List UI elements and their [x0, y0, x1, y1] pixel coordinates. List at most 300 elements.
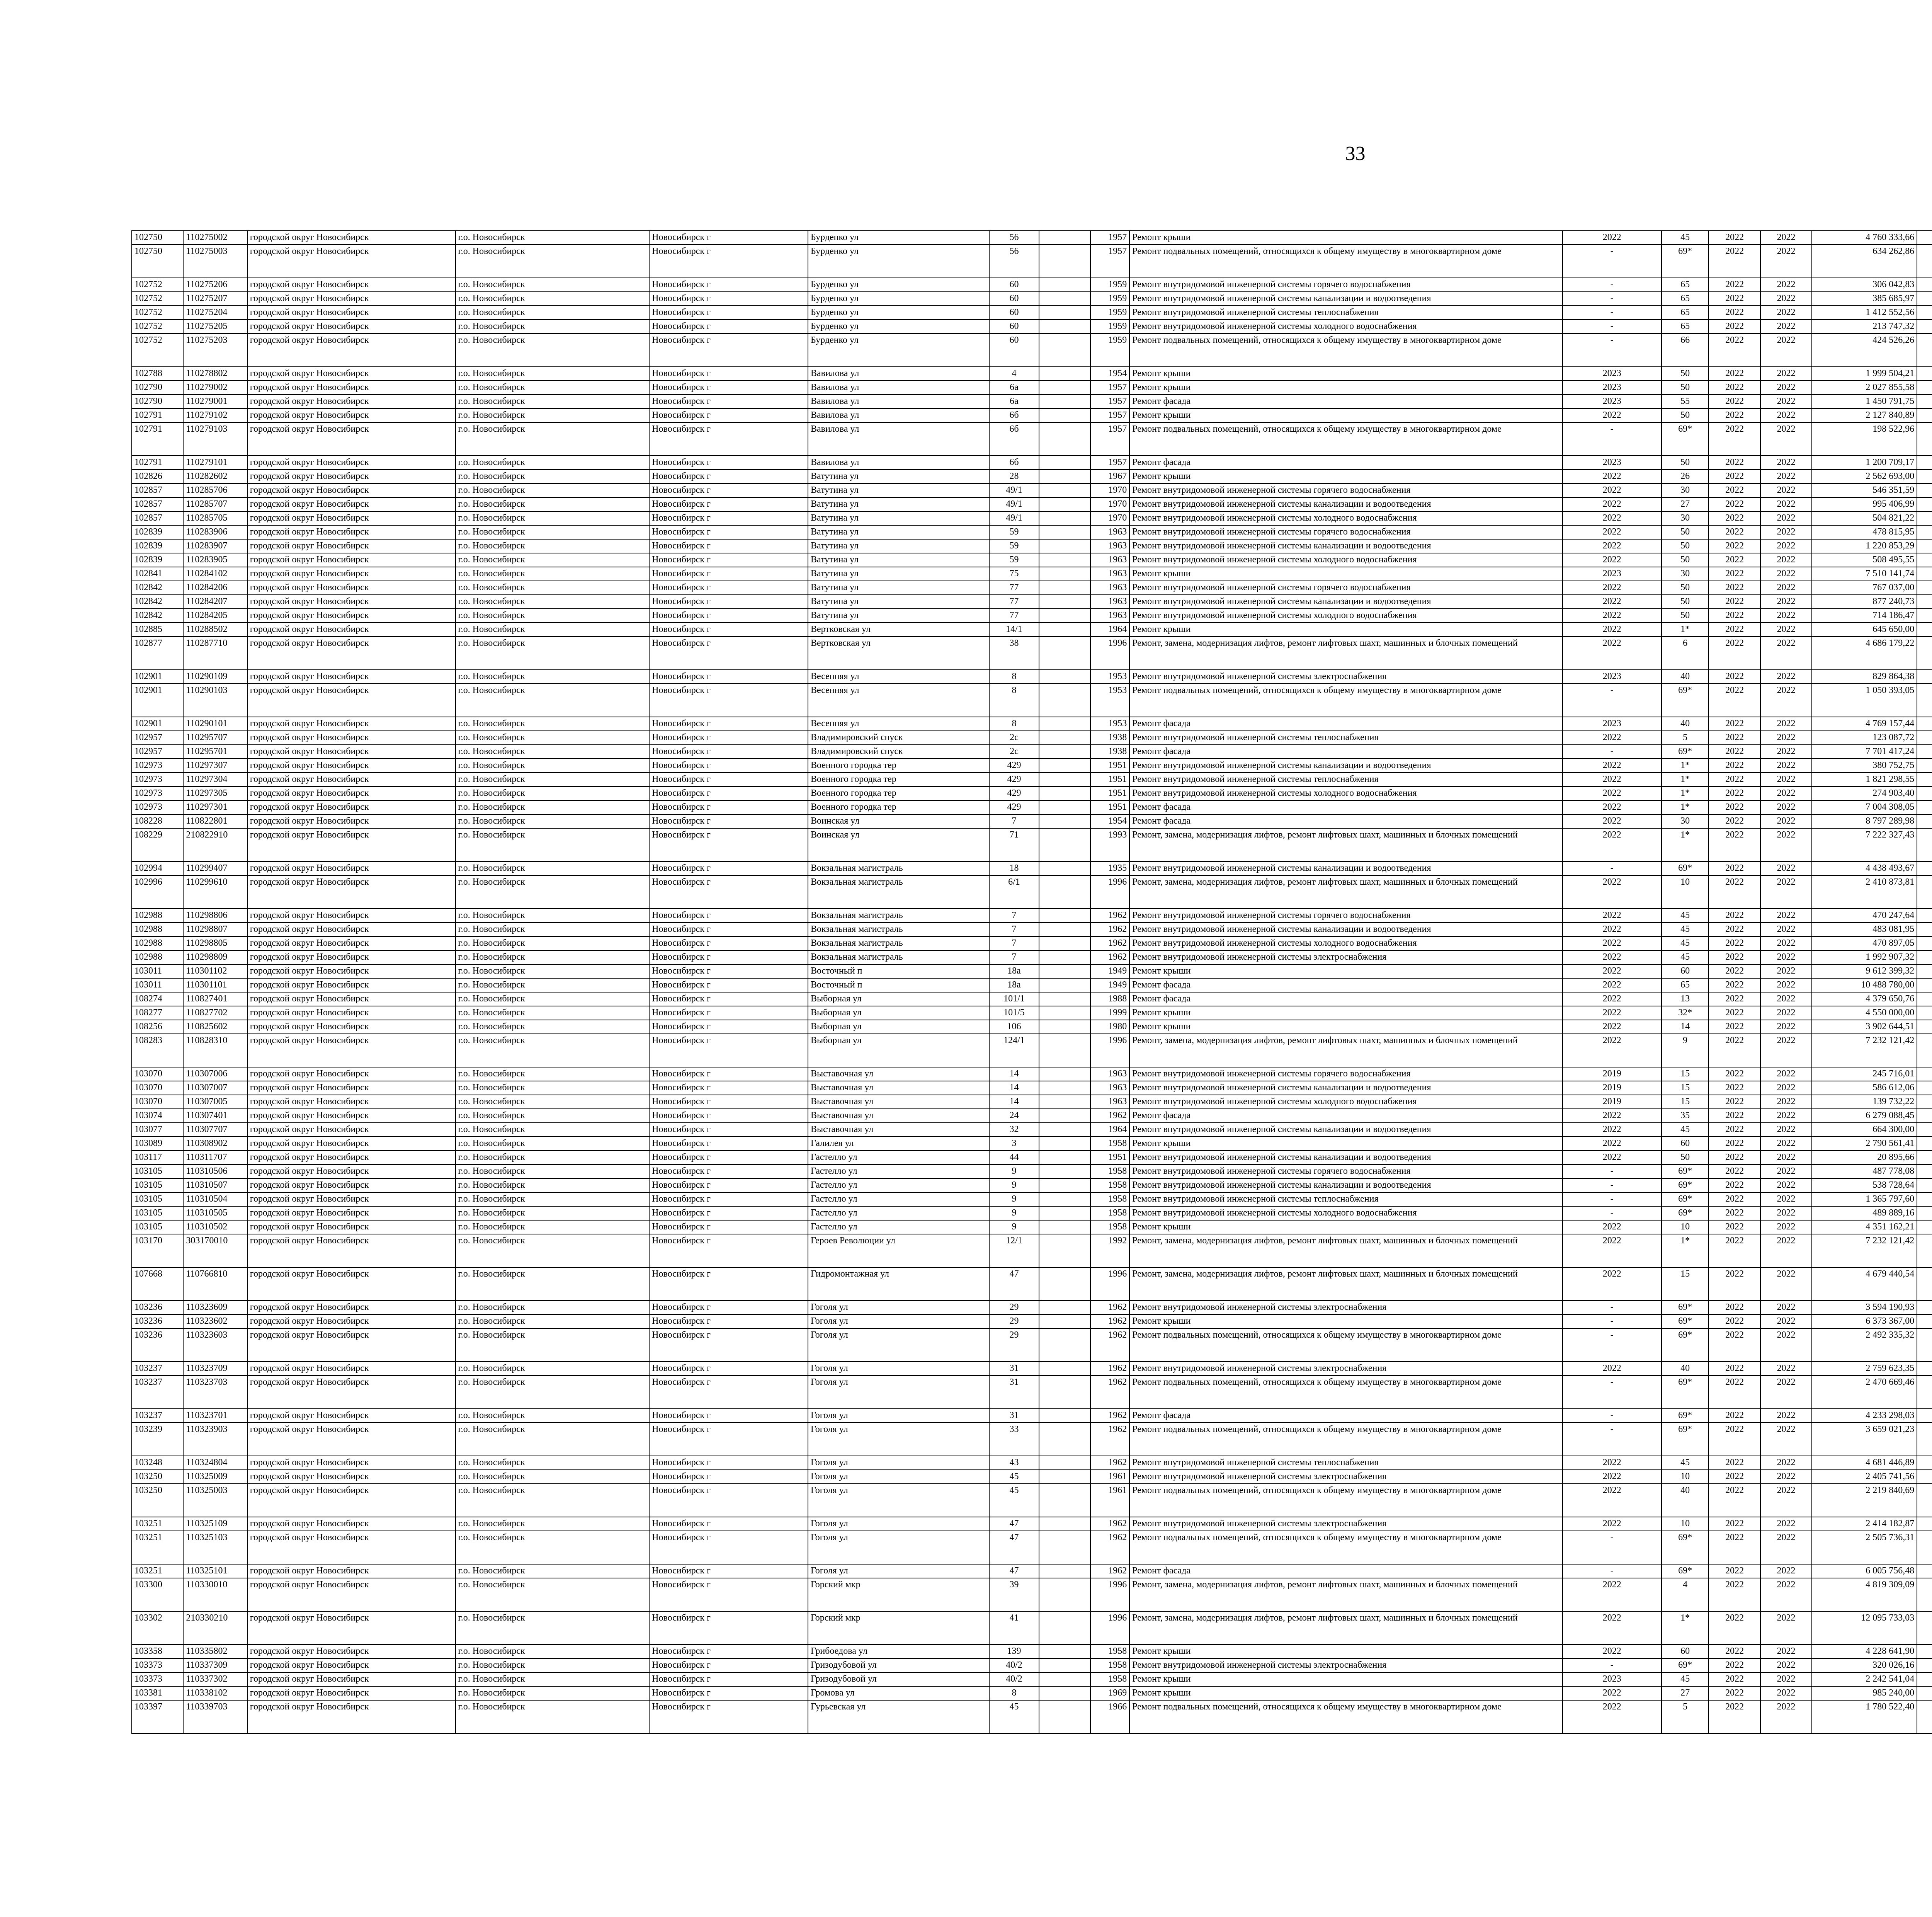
plan-end-cell: 2022 — [1760, 525, 1812, 539]
total-cost-cell: 4 679 440,54 — [1812, 1267, 1917, 1301]
plan-start-cell: 2022 — [1709, 978, 1760, 992]
table-row — [132, 1611, 1932, 1645]
fund-cost-cell — [1917, 553, 1932, 567]
municipality-cell: городской округ Новосибирск — [247, 623, 456, 637]
work-type-cell: Ремонт внутридомовой инженерной системы горячего водоснабжения — [1129, 1067, 1562, 1081]
locality-cell: Новосибирск г — [649, 470, 808, 484]
plan-end-cell: 2022 — [1760, 422, 1812, 456]
building-cell — [1039, 1206, 1090, 1220]
work-id-cell: 110283907 — [183, 539, 247, 553]
settlement-cell: г.о. Новосибирск — [456, 1409, 650, 1423]
locality-cell: Новосибирск г — [649, 306, 808, 320]
house-number-cell: 60 — [989, 334, 1039, 367]
wear-percent-cell: 15 — [1662, 1095, 1709, 1109]
street-cell: Гастелло ул — [808, 1165, 990, 1178]
house-number-cell: 71 — [989, 828, 1039, 861]
work-id-cell: 110285707 — [183, 497, 247, 511]
locality-cell: Новосибирск г — [649, 1376, 808, 1409]
building-cell — [1039, 595, 1090, 609]
house-number-cell: 2с — [989, 731, 1039, 745]
work-id-cell: 110323609 — [183, 1301, 247, 1314]
plan-start-cell: 2022 — [1709, 525, 1760, 539]
work-type-cell: Ремонт крыши — [1129, 1686, 1562, 1700]
total-cost-cell: 10 488 780,00 — [1812, 978, 1917, 992]
street-cell: Выставочная ул — [808, 1123, 990, 1137]
work-id-cell: 110279102 — [183, 409, 247, 422]
wear-percent-cell: 1* — [1662, 828, 1709, 861]
locality-cell: Новосибирск г — [649, 1564, 808, 1578]
last-repair-year-cell: 2023 — [1563, 456, 1662, 470]
plan-end-cell: 2022 — [1760, 1020, 1812, 1034]
plan-end-cell: 2022 — [1760, 1165, 1812, 1178]
last-repair-year-cell: 2022 — [1563, 814, 1662, 828]
plan-start-cell: 2022 — [1709, 1151, 1760, 1165]
house-number-cell: 101/1 — [989, 992, 1039, 1006]
municipality-cell: городской округ Новосибирск — [247, 814, 456, 828]
table-row — [132, 1081, 1932, 1095]
table-row — [132, 1531, 1932, 1564]
municipality-cell: городской округ Новосибирск — [247, 1137, 456, 1151]
building-cell — [1039, 1178, 1090, 1192]
house-number-cell: 40/2 — [989, 1672, 1039, 1686]
building-cell — [1039, 334, 1090, 367]
house-id-cell: 103239 — [132, 1423, 183, 1456]
settlement-cell: г.о. Новосибирск — [456, 1362, 650, 1376]
municipality-cell: городской округ Новосибирск — [247, 539, 456, 553]
build-year-cell: 1964 — [1090, 1123, 1129, 1137]
last-repair-year-cell: 2023 — [1563, 395, 1662, 409]
wear-percent-cell: 69* — [1662, 1328, 1709, 1362]
building-cell — [1039, 306, 1090, 320]
house-number-cell: 49/1 — [989, 484, 1039, 497]
street-cell: Гоголя ул — [808, 1328, 990, 1362]
build-year-cell: 1962 — [1090, 1328, 1129, 1362]
fund-cost-cell — [1917, 861, 1932, 875]
fund-cost-cell — [1917, 595, 1932, 609]
work-id-cell: 110337309 — [183, 1658, 247, 1672]
building-cell — [1039, 623, 1090, 637]
locality-cell: Новосибирск г — [649, 292, 808, 306]
house-id-cell: 103250 — [132, 1470, 183, 1484]
building-cell — [1039, 1578, 1090, 1611]
wear-percent-cell: 4 — [1662, 1578, 1709, 1611]
plan-end-cell: 2022 — [1760, 923, 1812, 936]
house-id-cell: 108256 — [132, 1020, 183, 1034]
locality-cell: Новосибирск г — [649, 245, 808, 278]
wear-percent-cell: 50 — [1662, 381, 1709, 395]
build-year-cell: 1966 — [1090, 1700, 1129, 1733]
house-number-cell: 43 — [989, 1456, 1039, 1470]
settlement-cell: г.о. Новосибирск — [456, 1686, 650, 1700]
work-id-cell: 110284205 — [183, 609, 247, 623]
table-row — [132, 731, 1932, 745]
build-year-cell: 1996 — [1090, 1578, 1129, 1611]
house-number-cell: 429 — [989, 773, 1039, 787]
street-cell: Военного городка тер — [808, 759, 990, 773]
building-cell — [1039, 1470, 1090, 1484]
plan-end-cell: 2022 — [1760, 1645, 1812, 1658]
work-type-cell: Ремонт внутридомовой инженерной системы электроснабжения — [1129, 1301, 1562, 1314]
building-cell — [1039, 292, 1090, 306]
locality-cell: Новосибирск г — [649, 1672, 808, 1686]
fund-cost-cell — [1917, 1178, 1932, 1192]
total-cost-cell: 4 550 000,00 — [1812, 1006, 1917, 1020]
house-id-cell: 102790 — [132, 395, 183, 409]
last-repair-year-cell: - — [1563, 1531, 1662, 1564]
locality-cell: Новосибирск г — [649, 567, 808, 581]
settlement-cell: г.о. Новосибирск — [456, 1109, 650, 1123]
street-cell: Вавилова ул — [808, 409, 990, 422]
building-cell — [1039, 1484, 1090, 1517]
building-cell — [1039, 1109, 1090, 1123]
house-id-cell: 102752 — [132, 320, 183, 334]
municipality-cell: городской округ Новосибирск — [247, 1109, 456, 1123]
locality-cell: Новосибирск г — [649, 1081, 808, 1095]
house-number-cell: 24 — [989, 1109, 1039, 1123]
settlement-cell: г.о. Новосибирск — [456, 1192, 650, 1206]
table-row — [132, 1484, 1932, 1517]
street-cell: Героев Революции ул — [808, 1234, 990, 1267]
fund-cost-cell — [1917, 395, 1932, 409]
house-id-cell: 103105 — [132, 1206, 183, 1220]
plan-start-cell: 2022 — [1709, 950, 1760, 964]
total-cost-cell: 4 769 157,44 — [1812, 717, 1917, 731]
work-id-cell: 110310507 — [183, 1178, 247, 1192]
building-cell — [1039, 1192, 1090, 1206]
street-cell: Гризодубовой ул — [808, 1672, 990, 1686]
plan-end-cell: 2022 — [1760, 367, 1812, 381]
plan-end-cell: 2022 — [1760, 800, 1812, 814]
locality-cell: Новосибирск г — [649, 1220, 808, 1234]
build-year-cell: 1962 — [1090, 950, 1129, 964]
fund-cost-cell — [1917, 320, 1932, 334]
work-id-cell: 110307007 — [183, 1081, 247, 1095]
plan-end-cell: 2022 — [1760, 717, 1812, 731]
total-cost-cell: 213 747,32 — [1812, 320, 1917, 334]
plan-start-cell: 2022 — [1709, 1137, 1760, 1151]
work-type-cell: Ремонт крыши — [1129, 367, 1562, 381]
work-type-cell: Ремонт подвальных помещений, относящихся к общему имуществу в многоквартирном доме — [1129, 334, 1562, 367]
house-id-cell: 102826 — [132, 470, 183, 484]
plan-end-cell: 2022 — [1760, 1376, 1812, 1409]
fund-cost-cell — [1917, 525, 1932, 539]
house-id-cell: 102857 — [132, 511, 183, 525]
table-row — [132, 1192, 1932, 1206]
building-cell — [1039, 1423, 1090, 1456]
work-id-cell: 110275204 — [183, 306, 247, 320]
work-id-cell: 110275003 — [183, 245, 247, 278]
plan-start-cell: 2022 — [1709, 875, 1760, 909]
building-cell — [1039, 609, 1090, 623]
fund-cost-cell — [1917, 787, 1932, 800]
table-row — [132, 306, 1932, 320]
work-type-cell: Ремонт внутридомовой инженерной системы теплоснабжения — [1129, 306, 1562, 320]
work-id-cell: 110284206 — [183, 581, 247, 595]
table-row — [132, 1686, 1932, 1700]
locality-cell: Новосибирск г — [649, 320, 808, 334]
fund-cost-cell — [1917, 745, 1932, 759]
settlement-cell: г.о. Новосибирск — [456, 1658, 650, 1672]
house-id-cell: 103077 — [132, 1123, 183, 1137]
plan-start-cell: 2022 — [1709, 231, 1760, 245]
work-id-cell: 110330010 — [183, 1578, 247, 1611]
house-id-cell: 102752 — [132, 278, 183, 292]
settlement-cell: г.о. Новосибирск — [456, 1301, 650, 1314]
build-year-cell: 1992 — [1090, 1234, 1129, 1267]
street-cell: Бурденко ул — [808, 292, 990, 306]
plan-start-cell: 2022 — [1709, 278, 1760, 292]
wear-percent-cell: 65 — [1662, 978, 1709, 992]
work-id-cell: 110279103 — [183, 422, 247, 456]
plan-start-cell: 2022 — [1709, 1645, 1760, 1658]
building-cell — [1039, 1700, 1090, 1733]
work-type-cell: Ремонт крыши — [1129, 1645, 1562, 1658]
table-row — [132, 637, 1932, 670]
plan-start-cell: 2022 — [1709, 395, 1760, 409]
work-id-cell: 110275002 — [183, 231, 247, 245]
municipality-cell: городской округ Новосибирск — [247, 320, 456, 334]
street-cell: Вокзальная магистраль — [808, 950, 990, 964]
settlement-cell: г.о. Новосибирск — [456, 1328, 650, 1362]
building-cell — [1039, 800, 1090, 814]
wear-percent-cell: 50 — [1662, 1151, 1709, 1165]
work-type-cell: Ремонт, замена, модернизация лифтов, ремонт лифтовых шахт, машинных и блочных помещений — [1129, 1578, 1562, 1611]
plan-end-cell: 2022 — [1760, 320, 1812, 334]
house-number-cell: 9 — [989, 1178, 1039, 1192]
settlement-cell: г.о. Новосибирск — [456, 1314, 650, 1328]
street-cell: Горский мкр — [808, 1611, 990, 1645]
wear-percent-cell: 60 — [1662, 964, 1709, 978]
locality-cell: Новосибирск г — [649, 395, 808, 409]
last-repair-year-cell: 2022 — [1563, 936, 1662, 950]
fund-cost-cell — [1917, 1192, 1932, 1206]
house-number-cell: 14 — [989, 1081, 1039, 1095]
work-type-cell: Ремонт внутридомовой инженерной системы канализации и водоотведения — [1129, 861, 1562, 875]
building-cell — [1039, 923, 1090, 936]
total-cost-cell: 538 728,64 — [1812, 1178, 1917, 1192]
total-cost-cell: 7 510 141,74 — [1812, 567, 1917, 581]
total-cost-cell: 546 351,59 — [1812, 484, 1917, 497]
fund-cost-cell — [1917, 909, 1932, 923]
table-row — [132, 511, 1932, 525]
last-repair-year-cell: - — [1563, 1301, 1662, 1314]
table-row — [132, 1301, 1932, 1314]
build-year-cell: 1967 — [1090, 470, 1129, 484]
build-year-cell: 1951 — [1090, 759, 1129, 773]
street-cell: Ватутина ул — [808, 484, 990, 497]
table-row — [132, 717, 1932, 731]
plan-start-cell: 2022 — [1709, 684, 1760, 717]
municipality-cell: городской округ Новосибирск — [247, 1376, 456, 1409]
house-number-cell: 18а — [989, 978, 1039, 992]
settlement-cell: г.о. Новосибирск — [456, 292, 650, 306]
build-year-cell: 1962 — [1090, 1517, 1129, 1531]
work-type-cell: Ремонт фасада — [1129, 456, 1562, 470]
house-id-cell: 108228 — [132, 814, 183, 828]
last-repair-year-cell: - — [1563, 861, 1662, 875]
locality-cell: Новосибирск г — [649, 1206, 808, 1220]
house-number-cell: 49/1 — [989, 497, 1039, 511]
fund-cost-cell — [1917, 1206, 1932, 1220]
street-cell: Вавилова ул — [808, 395, 990, 409]
plan-start-cell: 2022 — [1709, 1206, 1760, 1220]
total-cost-cell: 139 732,22 — [1812, 1095, 1917, 1109]
building-cell — [1039, 1611, 1090, 1645]
settlement-cell: г.о. Новосибирск — [456, 964, 650, 978]
building-cell — [1039, 684, 1090, 717]
work-id-cell: 110299407 — [183, 861, 247, 875]
last-repair-year-cell: 2022 — [1563, 1137, 1662, 1151]
locality-cell: Новосибирск г — [649, 1137, 808, 1151]
house-number-cell: 8 — [989, 670, 1039, 684]
fund-cost-cell — [1917, 484, 1932, 497]
municipality-cell: городской округ Новосибирск — [247, 773, 456, 787]
work-id-cell: 110335802 — [183, 1645, 247, 1658]
building-cell — [1039, 717, 1090, 731]
last-repair-year-cell: 2023 — [1563, 670, 1662, 684]
work-id-cell: 110827702 — [183, 1006, 247, 1020]
page-number: 33 — [1345, 143, 1366, 165]
last-repair-year-cell: 2022 — [1563, 623, 1662, 637]
fund-cost-cell — [1917, 684, 1932, 717]
table-row — [132, 950, 1932, 964]
settlement-cell: г.о. Новосибирск — [456, 978, 650, 992]
table-row — [132, 1517, 1932, 1531]
wear-percent-cell: 30 — [1662, 484, 1709, 497]
wear-percent-cell: 65 — [1662, 306, 1709, 320]
work-id-cell: 110323903 — [183, 1423, 247, 1456]
plan-start-cell: 2022 — [1709, 567, 1760, 581]
last-repair-year-cell: 2022 — [1563, 964, 1662, 978]
work-id-cell: 110308902 — [183, 1137, 247, 1151]
table-row — [132, 1423, 1932, 1456]
plan-end-cell: 2022 — [1760, 1081, 1812, 1095]
locality-cell: Новосибирск г — [649, 1409, 808, 1423]
street-cell: Гурьевская ул — [808, 1700, 990, 1733]
table-row — [132, 861, 1932, 875]
municipality-cell: городской округ Новосибирск — [247, 456, 456, 470]
plan-start-cell: 2022 — [1709, 1314, 1760, 1328]
fund-cost-cell — [1917, 1151, 1932, 1165]
last-repair-year-cell: - — [1563, 1423, 1662, 1456]
municipality-cell: городской округ Новосибирск — [247, 1700, 456, 1733]
street-cell: Выставочная ул — [808, 1095, 990, 1109]
wear-percent-cell: 45 — [1662, 936, 1709, 950]
street-cell: Гоголя ул — [808, 1517, 990, 1531]
wear-percent-cell: 69* — [1662, 1178, 1709, 1192]
municipality-cell: городской округ Новосибирск — [247, 1234, 456, 1267]
municipality-cell: городской округ Новосибирск — [247, 581, 456, 595]
settlement-cell: г.о. Новосибирск — [456, 278, 650, 292]
wear-percent-cell: 69* — [1662, 745, 1709, 759]
house-number-cell: 8 — [989, 717, 1039, 731]
work-type-cell: Ремонт внутридомовой инженерной системы горячего водоснабжения — [1129, 909, 1562, 923]
last-repair-year-cell: 2022 — [1563, 497, 1662, 511]
building-cell — [1039, 395, 1090, 409]
house-number-cell: 7 — [989, 936, 1039, 950]
municipality-cell: городской округ Новосибирск — [247, 684, 456, 717]
street-cell: Гоголя ул — [808, 1423, 990, 1456]
building-cell — [1039, 1006, 1090, 1020]
plan-start-cell: 2022 — [1709, 334, 1760, 367]
street-cell: Бурденко ул — [808, 231, 990, 245]
work-type-cell: Ремонт крыши — [1129, 1020, 1562, 1034]
locality-cell: Новосибирск г — [649, 923, 808, 936]
locality-cell: Новосибирск г — [649, 731, 808, 745]
work-id-cell: 110338102 — [183, 1686, 247, 1700]
fund-cost-cell — [1917, 978, 1932, 992]
street-cell: Ватутина ул — [808, 470, 990, 484]
plan-start-cell: 2022 — [1709, 787, 1760, 800]
work-id-cell: 110325009 — [183, 1470, 247, 1484]
fund-cost-cell — [1917, 828, 1932, 861]
plan-start-cell: 2022 — [1709, 828, 1760, 861]
last-repair-year-cell: 2022 — [1563, 1267, 1662, 1301]
fund-cost-cell — [1917, 245, 1932, 278]
building-cell — [1039, 409, 1090, 422]
table-row — [132, 609, 1932, 623]
settlement-cell: г.о. Новосибирск — [456, 670, 650, 684]
work-type-cell: Ремонт внутридомовой инженерной системы холодного водоснабжения — [1129, 936, 1562, 950]
table-row — [132, 759, 1932, 773]
house-number-cell: 9 — [989, 1220, 1039, 1234]
plan-start-cell: 2022 — [1709, 367, 1760, 381]
settlement-cell: г.о. Новосибирск — [456, 1137, 650, 1151]
table-row — [132, 1220, 1932, 1234]
street-cell: Вокзальная магистраль — [808, 875, 990, 909]
total-cost-cell: 714 186,47 — [1812, 609, 1917, 623]
building-cell — [1039, 964, 1090, 978]
house-number-cell: 14 — [989, 1095, 1039, 1109]
build-year-cell: 1954 — [1090, 367, 1129, 381]
house-id-cell: 103105 — [132, 1165, 183, 1178]
street-cell: Ватутина ул — [808, 525, 990, 539]
plan-start-cell: 2022 — [1709, 1123, 1760, 1137]
house-number-cell: 9 — [989, 1206, 1039, 1220]
build-year-cell: 1951 — [1090, 800, 1129, 814]
settlement-cell: г.о. Новосибирск — [456, 1165, 650, 1178]
street-cell: Военного городка тер — [808, 773, 990, 787]
house-number-cell: 8 — [989, 1686, 1039, 1700]
wear-percent-cell: 65 — [1662, 320, 1709, 334]
locality-cell: Новосибирск г — [649, 936, 808, 950]
fund-cost-cell — [1917, 1267, 1932, 1301]
house-id-cell: 103089 — [132, 1137, 183, 1151]
settlement-cell: г.о. Новосибирск — [456, 553, 650, 567]
work-type-cell: Ремонт подвальных помещений, относящихся к общему имуществу в многоквартирном доме — [1129, 1376, 1562, 1409]
last-repair-year-cell: 2022 — [1563, 539, 1662, 553]
total-cost-cell: 7 232 121,42 — [1812, 1234, 1917, 1267]
settlement-cell: г.о. Новосибирск — [456, 1672, 650, 1686]
fund-cost-cell — [1917, 923, 1932, 936]
work-type-cell: Ремонт крыши — [1129, 1672, 1562, 1686]
plan-end-cell: 2022 — [1760, 861, 1812, 875]
build-year-cell: 1962 — [1090, 1362, 1129, 1376]
build-year-cell: 1962 — [1090, 1376, 1129, 1409]
settlement-cell: г.о. Новосибирск — [456, 470, 650, 484]
plan-end-cell: 2022 — [1760, 1672, 1812, 1686]
building-cell — [1039, 773, 1090, 787]
total-cost-cell: 6 279 088,45 — [1812, 1109, 1917, 1123]
table-row — [132, 456, 1932, 470]
plan-start-cell: 2022 — [1709, 497, 1760, 511]
total-cost-cell: 3 659 021,23 — [1812, 1423, 1917, 1456]
work-type-cell: Ремонт фасада — [1129, 745, 1562, 759]
municipality-cell: городской округ Новосибирск — [247, 745, 456, 759]
building-cell — [1039, 470, 1090, 484]
settlement-cell: г.о. Новосибирск — [456, 609, 650, 623]
total-cost-cell: 2 414 182,87 — [1812, 1517, 1917, 1531]
